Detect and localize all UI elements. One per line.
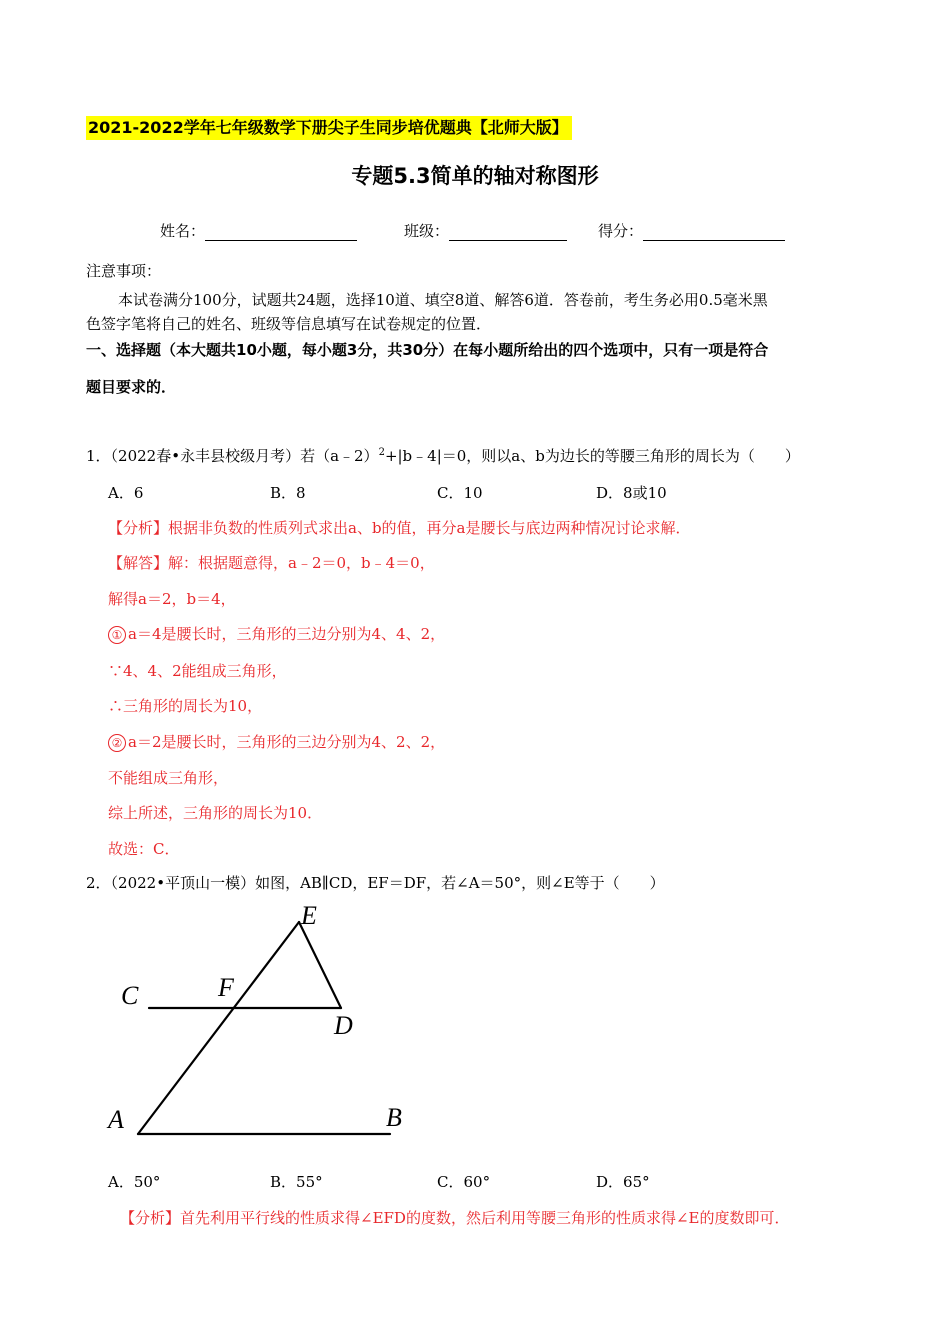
q1-option-b: B．8	[270, 484, 306, 502]
score-label: 得分：	[598, 222, 644, 240]
name-label: 姓名：	[160, 222, 206, 240]
q1-solution-line-1: 【解答】解：根据题意得，a﹣2＝0，b﹣4＝0，	[108, 554, 435, 572]
label-e: E	[301, 901, 317, 930]
label-f: F	[218, 973, 234, 1002]
score-field	[598, 220, 785, 241]
case-2-marker: ②	[108, 734, 126, 752]
q2-analysis: 【分析】首先利用平行线的性质求得∠EFD的度数，然后利用等腰三角形的性质求得∠E的度数即可．	[120, 1209, 790, 1227]
q1-analysis: 【分析】根据非负数的性质列式求出a、b的值，再分a是腰长与底边两种情况讨论求解．	[108, 519, 691, 537]
notice-line-2: 色签字笔将自己的姓名、班级等信息填写在试卷规定的位置．	[86, 315, 492, 333]
header-banner: 2021-2022学年七年级数学下册尖子生同步培优题典【北师大版】	[86, 116, 572, 140]
q1-solution-line-2: 解得a＝2，b＝4，	[108, 590, 236, 608]
notice-line-1: 本试卷满分100分，试题共24题，选择10道、填空8道、解答6道．答卷前，考生务必用0.5毫米黑	[118, 291, 768, 309]
q2-option-a: A．50°	[108, 1173, 161, 1191]
label-b: B	[386, 1103, 402, 1132]
q2-figure	[100, 900, 430, 1145]
q1-solution-line-9: 故选：C．	[108, 840, 180, 858]
q1-option-d: D．8或10	[596, 484, 667, 502]
q1-solution-line-8: 综上所述，三角形的周长为10．	[108, 804, 323, 822]
q1-solution-line-7: 不能组成三角形，	[108, 769, 229, 787]
notice-heading: 注意事项：	[86, 262, 162, 280]
label-a: A	[108, 1105, 124, 1134]
section-1-line-2: 题目要求的．	[86, 378, 177, 396]
q2-stem: 2．（2022•平顶山一模）如图，AB∥CD，EF＝DF，若∠A＝50°，则∠E等于（ ）	[86, 874, 665, 892]
segment-ae	[138, 922, 299, 1134]
q1-option-c: C．10	[437, 484, 483, 502]
name-field	[160, 220, 357, 241]
q1-stem: 1．（2022春•永丰县校级月考）若（a﹣2）$^2$+|b﹣4|＝0，则以a、b为边长的等腰三角形的周长为（ ）	[86, 447, 800, 465]
label-d: D	[334, 1011, 353, 1040]
q1-solution-line-6: ② a＝2是腰长时，三角形的三边分别为4、2、2，	[108, 731, 445, 752]
segment-ed	[299, 922, 341, 1008]
q1-solution-line-3: ① a＝4是腰长时，三角形的三边分别为4、4、2，	[108, 623, 445, 644]
class-field	[404, 220, 567, 241]
page-title: 专题5.3简单的轴对称图形	[351, 164, 599, 188]
q1-option-a: A．6	[108, 484, 144, 502]
case-1-marker: ①	[108, 626, 126, 644]
label-c: C	[121, 981, 139, 1010]
q1-solution-line-4: ∵4、4、2能组成三角形，	[108, 662, 287, 680]
q2-option-b: B．55°	[270, 1173, 323, 1191]
section-1-line-1: 一、选择题（本大题共10小题，每小题3分，共30分）在每小题所给出的四个选项中，只有一项是符合	[86, 341, 769, 359]
q1-solution-line-5: ∴三角形的周长为10，	[108, 697, 263, 715]
q2-option-c: C．60°	[437, 1173, 491, 1191]
q2-option-d: D．65°	[596, 1173, 650, 1191]
class-label: 班级：	[404, 222, 450, 240]
